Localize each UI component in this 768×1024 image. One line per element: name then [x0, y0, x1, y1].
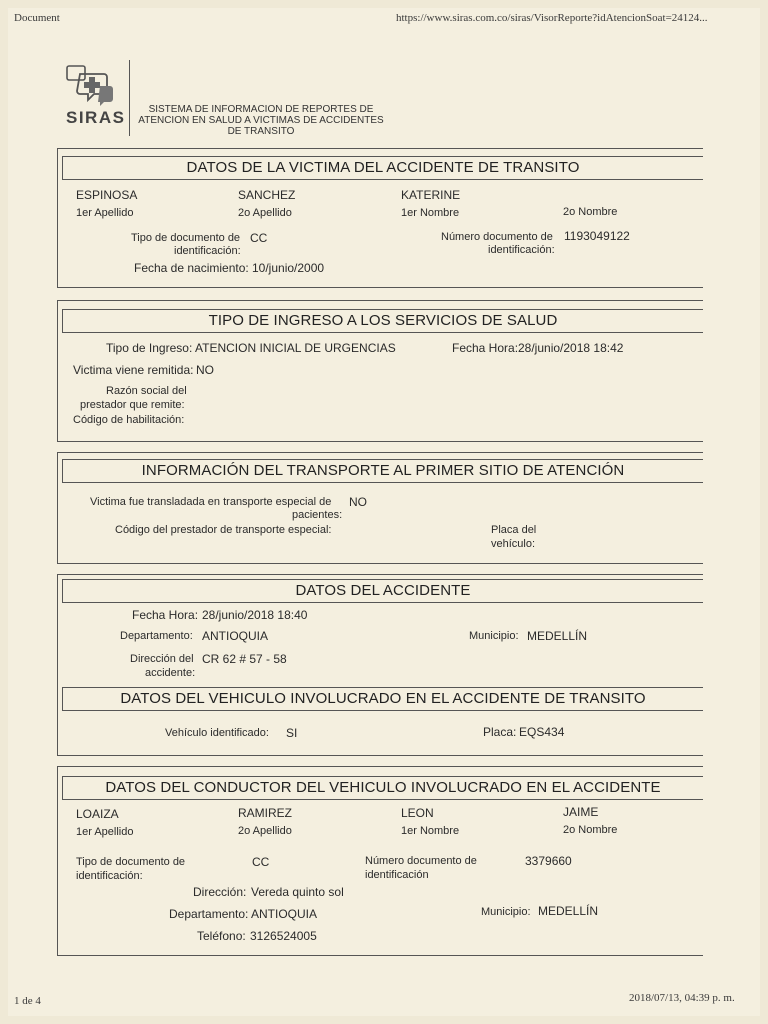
label-driver-doc-number-2: identificación: [365, 869, 429, 881]
driver-second-name: JAIME: [563, 805, 599, 819]
victim-first-surname: ESPINOSA: [76, 188, 138, 202]
label-admission-type: Tipo de Ingreso:: [106, 341, 193, 355]
system-name: SISTEMA DE INFORMACION DE REPORTES DE ATENCION EN SALUD A VICTIMAS DE ACCIDENTES DE TRANSITO: [138, 104, 384, 137]
admission-type: ATENCION INICIAL DE URGENCIAS: [195, 341, 396, 355]
admission-datetime: 28/junio/2018 18:42: [518, 341, 624, 355]
driver-doc-number: 3379660: [525, 854, 572, 868]
label-referring-provider-2: prestador que remite:: [80, 399, 185, 411]
label-birth-date: Fecha de nacimiento:: [134, 261, 249, 275]
label-doc-type-2: identificación:: [174, 245, 241, 257]
vehicle-section-title: DATOS DEL VEHICULO INVOLUCRADO EN EL ACCIDENTE DE TRANSITO: [62, 687, 703, 711]
victim-second-surname: SANCHEZ: [238, 188, 296, 202]
label-driver-doc-type-2: identificación:: [76, 870, 143, 882]
label-driver-phone: Teléfono:: [197, 929, 246, 943]
siras-logo-text: SIRAS: [66, 108, 126, 127]
accident-address: CR 62 # 57 - 58: [202, 652, 287, 666]
label-driver-first-surname: 1er Apellido: [76, 826, 134, 838]
label-driver-doc-type: Tipo de documento de: [76, 856, 186, 868]
label-referring-provider: Razón social del: [106, 385, 187, 397]
victim-section-title: DATOS DE LA VICTIMA DEL ACCIDENTE DE TRANSITO: [62, 156, 703, 180]
victim-first-name: KATERINE: [401, 188, 461, 202]
accident-section-title: DATOS DEL ACCIDENTE: [62, 579, 703, 603]
referred-value: NO: [196, 363, 214, 377]
label-vehicle-plate-2: vehículo:: [491, 538, 536, 550]
label-accident-datetime: Fecha Hora:: [132, 608, 199, 622]
label-special-transport: Victima fue transladada en transporte especial de: [90, 496, 332, 508]
driver-department: ANTIOQUIA: [251, 907, 318, 921]
label-vehicle-plate: Placa del: [491, 524, 537, 536]
label-accident-department: Departamento:: [120, 630, 193, 642]
page-url: https://www.siras.com.co/siras/VisorReporte?idAtencionSoat=24124...: [396, 12, 708, 24]
siras-logo-icon: [64, 62, 120, 110]
label-driver-first-name: 1er Nombre: [401, 825, 460, 837]
driver-section-title: DATOS DEL CONDUCTOR DEL VEHICULO INVOLUCRADO EN EL ACCIDENTE: [62, 776, 703, 800]
transport-section-title: INFORMACIÓN DEL TRANSPORTE AL PRIMER SITIO DE ATENCIÓN: [62, 459, 703, 483]
label-habilitation-code: Código de habilitación:: [73, 414, 185, 426]
driver-address: Vereda quinto sol: [251, 885, 344, 899]
label-transport-provider-code: Código del prestador de transporte especial:: [115, 524, 332, 536]
label-second-name: 2o Nombre: [563, 206, 618, 218]
print-datetime: 2018/07/13, 04:39 p. m.: [629, 992, 735, 1004]
driver-doc-type: CC: [252, 855, 270, 869]
page-number: 1 de 4: [14, 995, 41, 1007]
label-special-transport-2: pacientes:: [292, 509, 343, 521]
driver-phone: 3126524005: [250, 929, 317, 943]
driver-first-name: LEON: [401, 806, 434, 820]
label-doc-number-2: identificación:: [488, 244, 555, 256]
accident-department: ANTIOQUIA: [202, 629, 269, 643]
victim-doc-type: CC: [250, 231, 268, 245]
accident-municipality: MEDELLÍN: [527, 629, 588, 643]
label-accident-municipality: Municipio:: [469, 630, 519, 642]
vehicle-identified: SI: [286, 726, 298, 740]
victim-doc-number: 1193049122: [564, 229, 630, 243]
accident-datetime: 28/junio/2018 18:40: [202, 608, 308, 622]
driver-municipality: MEDELLÍN: [538, 904, 599, 918]
admission-section-title: TIPO DE INGRESO A LOS SERVICIOS DE SALUD: [62, 309, 703, 333]
driver-first-surname: LOAIZA: [76, 807, 119, 821]
label-driver-second-name: 2o Nombre: [563, 824, 618, 836]
victim-birth-date: 10/junio/2000: [252, 261, 325, 275]
label-doc-type: Tipo de documento de: [131, 232, 241, 244]
label-vehicle-plate-number: Placa:: [483, 725, 517, 739]
label-doc-number: Número documento de: [441, 231, 553, 243]
label-accident-address-2: accidente:: [145, 667, 196, 679]
label-vehicle-identified: Vehículo identificado:: [165, 727, 269, 739]
vehicle-plate-number: EQS434: [519, 725, 565, 739]
label-driver-department: Departamento:: [169, 907, 249, 921]
driver-second-surname: RAMIREZ: [238, 806, 292, 820]
special-transport-value: NO: [349, 495, 367, 509]
document-title: Document: [14, 12, 60, 24]
label-admission-datetime: Fecha Hora:: [452, 341, 519, 355]
label-driver-doc-number: Número documento de: [365, 855, 477, 867]
label-second-surname: 2o Apellido: [238, 207, 292, 219]
label-accident-address: Dirección del: [130, 653, 194, 665]
label-driver-municipality: Municipio:: [481, 906, 531, 918]
label-driver-address: Dirección:: [193, 885, 247, 899]
label-driver-second-surname: 2o Apellido: [238, 825, 292, 837]
label-first-surname: 1er Apellido: [76, 207, 134, 219]
label-referred: Victima viene remitida:: [73, 363, 194, 377]
label-first-name: 1er Nombre: [401, 207, 460, 219]
